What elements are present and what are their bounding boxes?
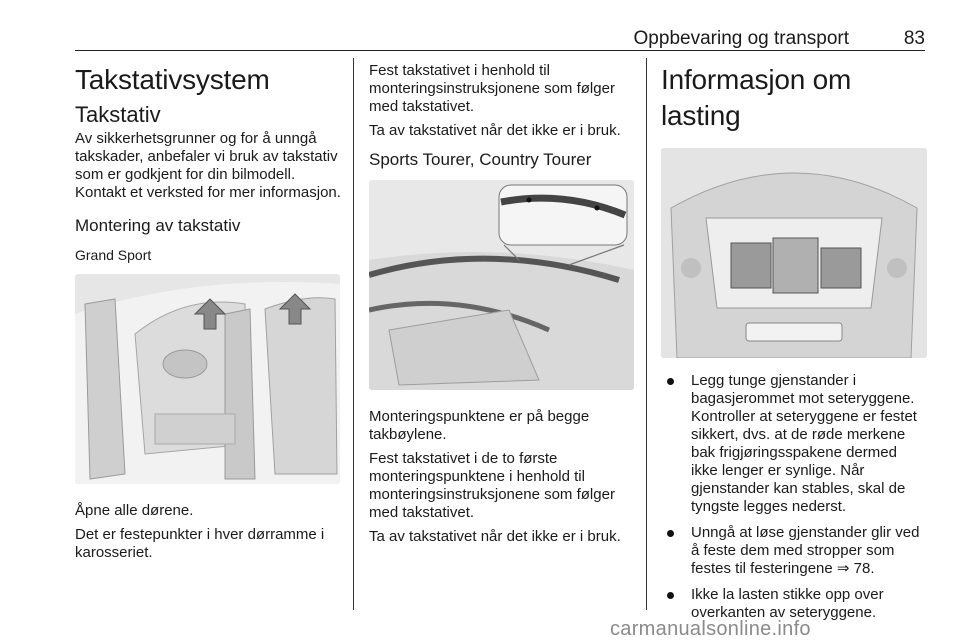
intro-paragraph: Av sikkerhetsgrunner og for å unngå takskader, anbefaler vi bruk av takstativ som er godkjent for din bilmodell. Kontakt et verksted for mer informasjon. (75, 130, 341, 201)
watermark: carmanualsonline.info (610, 618, 811, 640)
list-item: Unngå at løse gjenstander glir ved å feste dem med stropper som festes til festeringene ⇒ 78. (661, 524, 927, 578)
column-divider-2 (646, 58, 647, 610)
attachment-points-paragraph: Det er festepunkter i hver dørramme i karosseriet. (75, 526, 325, 561)
bullet-icon (667, 592, 674, 599)
running-title: Oppbevaring og transport (633, 28, 849, 49)
column-left (75, 62, 345, 568)
fasten-paragraph: Fest takstativet i henhold til monteringsinstruksjonene som følger med takstativet. (369, 62, 615, 115)
luggage-compartment-figure (661, 148, 927, 358)
column-divider-1 (353, 58, 354, 610)
section-title: Takstativsystem (75, 64, 270, 95)
open-doors-paragraph: Åpne alle dørene. (75, 502, 194, 519)
list-item: Ikke la lasten stikke opp over overkanten av seteryggene. (661, 586, 927, 622)
page-number: 83 (903, 28, 925, 49)
bullet-icon (667, 530, 674, 537)
remove-again-paragraph: Ta av takstativet når det ikke er i bruk. (369, 528, 621, 545)
roof-rail-figure (369, 180, 634, 390)
column-middle (369, 62, 635, 552)
model-heading: Grand Sport (75, 247, 152, 263)
bullet-icon (667, 378, 674, 385)
tourer-heading: Sports Tourer, Country Tourer (369, 150, 592, 169)
remove-paragraph: Ta av takstativet når det ikke er i bruk. (369, 122, 621, 139)
fasten-first-paragraph: Fest takstativet i de to første monteringspunktene i henhold til monteringsinstruksjonene som følger med takstativet. (369, 450, 615, 521)
list-item: Legg tunge gjenstander i bagasjerommet mot seteryggene. Kontroller at seteryggene er festet sikkert, dvs. at de røde merkene bak frigjøringsspakene dermed ikke lenger er synlige. Når gjenstander kan stables, skal de tyngste legges nederst. (661, 372, 927, 516)
loading-list (661, 372, 927, 622)
door-frame-figure (75, 274, 340, 484)
mount-points-paragraph: Monteringspunktene er på begge takbøylene. (369, 408, 590, 443)
column-right (661, 62, 927, 630)
page-header (75, 24, 925, 51)
loading-title: Informasjon om lasting (661, 64, 852, 131)
subsection-title: Takstativ (75, 102, 161, 127)
mounting-heading: Montering av takstativ (75, 216, 241, 235)
